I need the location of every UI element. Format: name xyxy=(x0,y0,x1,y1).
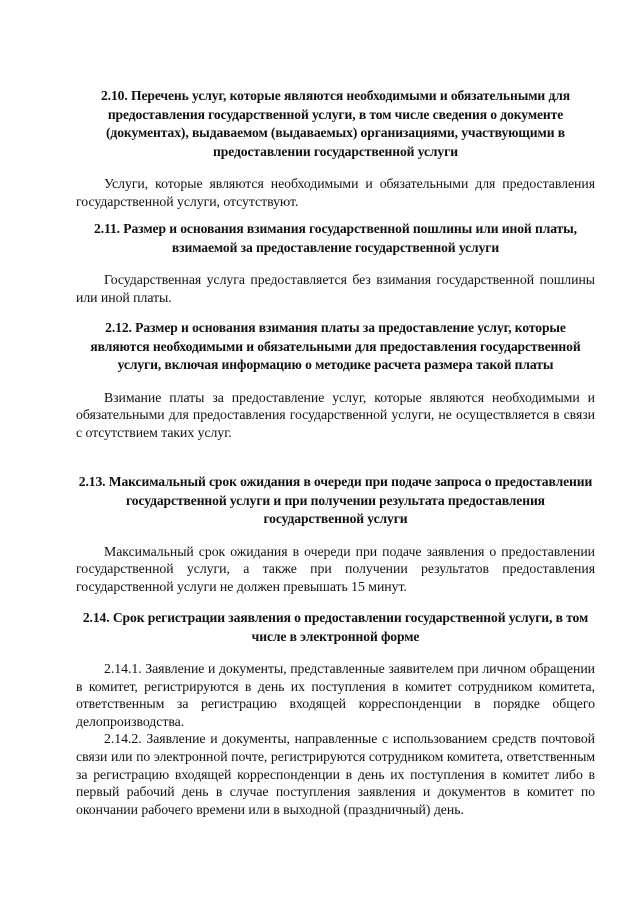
section-heading: 2.10. Перечень услуг, которые являются необходимыми и обязательными для предоставления государственной услуги, в том числе сведения о документе (документах), выдаваемом (выдаваемых) организациями, участвующими в предоставлении государственной услуги xyxy=(100,88,570,159)
section-2-13 xyxy=(76,473,595,595)
section-heading: 2.12. Размер и основания взимания платы за предоставление услуг, которые являются необходимыми и обязательными для предоставления государственной услуги, включая информацию о методике расчета размера такой платы xyxy=(90,320,581,372)
section-heading: 2.14. Срок регистрации заявления о предоставлении государственной услуги, в том числе в электронной форме xyxy=(82,610,589,644)
section-paragraph: Взимание платы за предоставление услуг, которые являются необходимыми и обязательными для предоставления государственной услуги, не осуществляется в связи с отсутствием таких услуг. xyxy=(76,389,595,440)
section-2-14 xyxy=(76,609,595,818)
section-paragraph: Максимальный срок ожидания в очереди при подаче заявления о предоставлении государственной услуги, а также при получении результатов предоставления государственной услуги не должен превышать 15 минут. xyxy=(76,543,595,594)
section-2-11 xyxy=(76,220,595,306)
section-2-10 xyxy=(76,87,595,210)
section-paragraph: 2.14.1. Заявление и документы, представленные заявителем при личном обращении в комитет, регистрируются в день их поступления в комитет сотрудником комитета, ответственным за регистрацию входящей корреспонденции в порядке общего делопроизводства. xyxy=(76,661,595,729)
section-paragraph: Государственная услуга предоставляется без взимания государственной пошлины или иной платы. xyxy=(76,272,595,305)
section-2-12 xyxy=(76,319,595,441)
section-heading: 2.13. Максимальный срок ожидания в очереди при подаче запроса о предоставлении государственной услуги и при получении результата предоставления государственной услуги xyxy=(78,474,593,526)
section-paragraph: 2.14.2. Заявление и документы, направленные с использованием средств почтовой связи или по электронной почте, регистрируются сотрудником комитета, ответственным за регистрацию входящей корреспонденции в день их поступления в комитет либо в первый рабочий день в случае поступления заявления и документов в комитет по окончании рабочего времени или в выходной (праздничный) день. xyxy=(76,731,595,817)
section-paragraph: Услуги, которые являются необходимыми и обязательными для предоставления государственной услуги, отсутствуют. xyxy=(76,176,595,209)
section-heading: 2.11. Размер и основания взимания государственной пошлины или иной платы, взимаемой за предоставление государственной услуги xyxy=(94,221,577,255)
